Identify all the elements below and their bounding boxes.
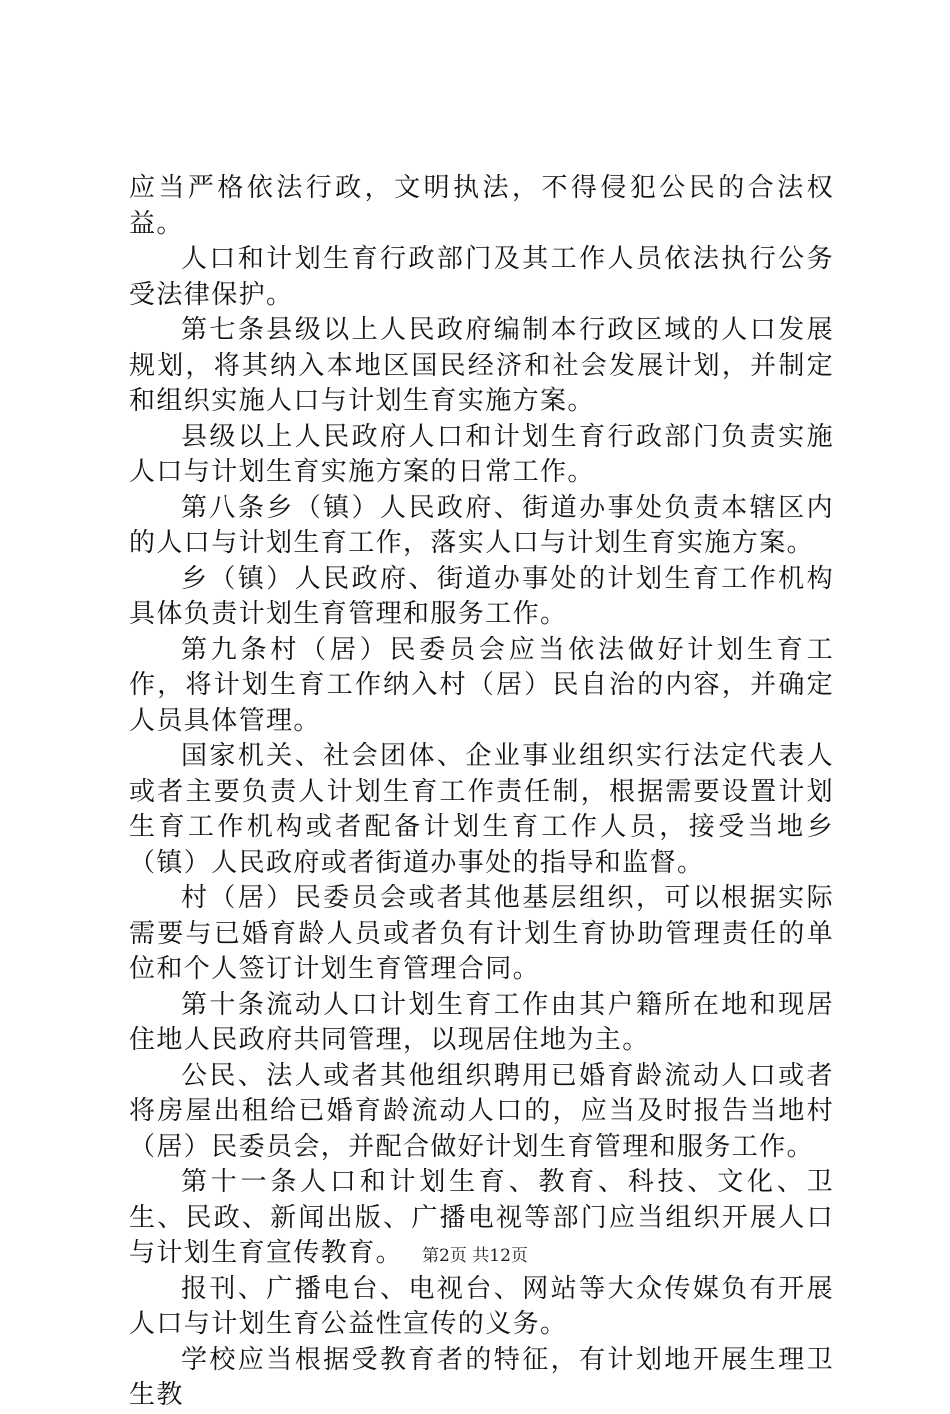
paragraph: 公民、法人或者其他组织聘用已婚育龄流动人口或者将房屋出租给已婚育龄流动人口的，应当及时报告当地村（居）民委员会，并配合做好计划生育管理和服务工作。 xyxy=(129,1060,834,1162)
paragraph: 第十一条人口和计划生育、教育、科技、文化、卫生、民政、新闻出版、广播电视等部门应当组织开展人口与计划生育宣传教育。 xyxy=(129,1167,834,1268)
paragraph: 第七条县级以上人民政府编制本行政区域的人口发展规划，将其纳入本地区国民经济和社会发展计划，并制定和组织实施人口与计划生育实施方案。 xyxy=(129,315,834,416)
document-body xyxy=(129,171,834,1414)
paragraph: 人口和计划生育行政部门及其工作人员依法执行公务受法律保护。 xyxy=(129,244,834,310)
paragraph: 乡（镇）人民政府、街道办事处的计划生育工作机构具体负责计划生育管理和服务工作。 xyxy=(129,563,834,629)
paragraph: 报刊、广播电台、电视台、网站等大众传媒负有开展人口与计划生育公益性宣传的义务。 xyxy=(129,1273,834,1339)
paragraph: 第九条村（居）民委员会应当依法做好计划生育工作，将计划生育工作纳入村（居）民自治的内容，并确定人员具体管理。 xyxy=(129,634,834,736)
paragraph: 第八条乡（镇）人民政府、街道办事处负责本辖区内的人口与计划生育工作，落实人口与计划生育实施方案。 xyxy=(129,492,834,558)
paragraph: 县级以上人民政府人口和计划生育行政部门负责实施人口与计划生育实施方案的日常工作。 xyxy=(129,421,834,487)
page-number-footer: 第2页 共12页 xyxy=(422,1246,528,1266)
paragraph: 国家机关、社会团体、企业事业组织实行法定代表人或者主要负责人计划生育工作责任制，根据需要设置计划生育工作机构或者配备计划生育工作人员，接受当地乡（镇）人民政府或者街道办事处的指导和监督。 xyxy=(129,741,834,878)
paragraph: 第十条流动人口计划生育工作由其户籍所在地和现居住地人民政府共同管理，以现居住地为主。 xyxy=(129,989,834,1055)
paragraph: 学校应当根据受教育者的特征，有计划地开展生理卫生教 xyxy=(129,1344,834,1410)
paragraph: 村（居）民委员会或者其他基层组织，可以根据实际需要与已婚育龄人员或者负有计划生育协助管理责任的单位和个人签订计划生育管理合同。 xyxy=(129,883,834,984)
paragraph: 应当严格依法行政，文明执法，不得侵犯公民的合法权益。 xyxy=(129,173,834,239)
